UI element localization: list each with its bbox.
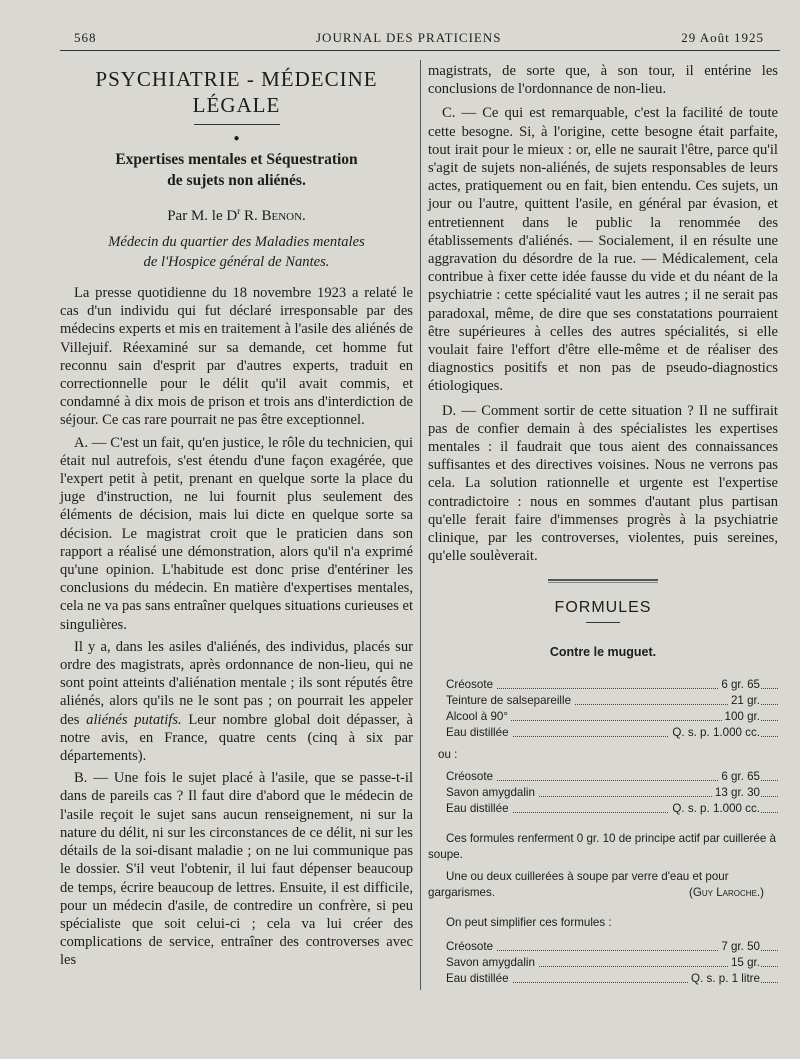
- paragraph-b-continued: magistrats, de sorte que, à son tour, il entérine les conclusions de l'ordonnance de non-lieu.: [428, 63, 778, 98]
- header-divider: [60, 50, 780, 51]
- ingredient-row: [428, 769, 778, 785]
- recipe-title: Contre le muguet.: [549, 644, 657, 659]
- byline: [60, 201, 413, 226]
- usage-text: Une ou deux cuillerées à soupe par verre d'eau et pour gargarismes.: [428, 869, 729, 899]
- affiliation-line1: Médecin du quartier des Maladies mentales: [108, 234, 365, 250]
- ingredient-row: [428, 677, 778, 693]
- article-title-line1: Expertises mentales et Séquestration: [115, 151, 358, 168]
- ingredient-name: Eau distillée: [446, 802, 512, 815]
- alternative-label: ou :: [438, 747, 458, 761]
- ingredient-qty: Q. s. p. 1 litre: [688, 971, 760, 987]
- ingredient-name: Eau distillée: [446, 972, 512, 985]
- byline-sup: r: [237, 206, 241, 216]
- usage-note: [428, 869, 778, 901]
- ingredient-row: [428, 725, 778, 741]
- ingredient-name: Alcool à 90°: [446, 710, 511, 723]
- ingredient-qty: 13 gr. 30: [712, 785, 760, 801]
- simplify-note: On peut simplifier ces formules :: [446, 915, 612, 929]
- ingredient-name: Créosote: [446, 770, 496, 783]
- ingredient-qty: 6 gr. 65: [718, 769, 760, 785]
- paragraph-c: C. — Ce qui est remarquable, c'est la facilité de toute cette besogne. Si, à l'origine, cette besogne était parfaite, tout irait pour le mieux : or, elle ne saurait l'être, parce qu'il s'agit de sujets non-aliénés, de sujets responsables de leurs actes, pratiquement ou en fait, bien entendu. Ces sujets, un jour ou l'autre, quittent l'asile, en général par évasion, et entretiennent dans le public la renommée des établissements d'aliénés. — Socialement, il en résulte une aggravation du désordre de la rue. — Médicalement, cela contribue à fixer cette idée fausse du vide et du néant de la psychiatrie : cette spécialité vaut les autres ; il ne serait pas paradoxal, même, de dire que ses constatations pourraient être supérieures à celles des autres spécialités, si elle voulait faire l'effort d'être elle-même et de réaliser des diagnostics positifs et non pas de pseudo-diagnostics étiologiques.: [428, 105, 778, 395]
- ingredient-name: Savon amygdalin: [446, 786, 538, 799]
- author-signature: (Guy Laroche.): [689, 885, 764, 899]
- formules-rule: [586, 622, 620, 623]
- journal-title: JOURNAL DES PRATICIENS: [316, 30, 502, 45]
- ingredient-qty: 100 gr.: [722, 709, 760, 725]
- paragraph-asiles: [60, 638, 413, 765]
- ingredient-row: [428, 785, 778, 801]
- paragraph-b: B. — Une fois le sujet placé à l'asile, que se passe-t-il dans de pareils cas ? Il faut dire d'abord que le médecin de l'asile reçoit le sujet sans aucun renseignement, ni sur la nature du délit, ni sur les circonstances de ce délit, ni sur les détails de la soi-disant maladie ; on ne lui communique pas le dossier. S'il veut l'obtenir, il lui faut dépenser beaucoup de temps, écrire beaucoup de lettres. Ensuite, il est difficile, pour un médecin d'asile, de contredire un confrère, si peu spécialiste que soit celui-ci ; cela va lui créer des complications de service, entraîner des controverses avec les: [60, 770, 413, 969]
- paragraph-d: D. — Comment sortir de cette situation ? Il ne suffirait pas de confier demain à des spécialistes les expertises mentales : il faudrait que tous aient des connaissances suffisantes et des directives voisines. Nous ne verrons pas cela. La solution rationnelle et urgente est l'expertise contradictoire : nous en sommes d'autant plus partisan qu'elle ferait faire d'immenses progrès à la psychiatrie clinique, par les controverses, violentes, puis sereines, qu'elle soulèverait.: [428, 402, 778, 565]
- ingredient-qty: Q. s. p. 1.000 cc.: [669, 801, 760, 817]
- ingredient-qty: 15 gr.: [728, 955, 760, 971]
- article-title-line2: de sujets non aliénés.: [167, 172, 306, 189]
- ingredient-row: [428, 955, 778, 971]
- section-rule: [194, 124, 280, 125]
- ingredient-qty: Q. s. p. 1.000 cc.: [669, 725, 760, 741]
- paragraph-intro: La presse quotidienne du 18 novembre 1923 a relaté le cas d'un individu qui fut déclaré irresponsable par des médecins experts et mis en traitement à l'asile des aliénés de Villejuif. Réexaminé sur sa demande, cet homme fut reconnu sain d'esprit par d'autres experts, traduit en correctionnelle pour le délit qu'il avait commis, et condamné à dix mois de prison et trois ans d'interdiction de séjour. Ce cas rare pourrait ne pas être exceptionnel.: [60, 285, 413, 429]
- paragraph-a: A. — C'est un fait, qu'en justice, le rôle du technicien, qui était nul autrefois, s'est étendu d'une façon exagérée, que l'expert petit à petit, prenant en quelque sorte la place du juge d'instruction, ne lui fournit plus seulement des éléments de décision, mais lui dicte en quelque sorte sa décision. Le magistrat croit que le praticien dans son rapport a réalisé une démonstration, alors qu'il n'a exprimé qu'une opinion. L'habitude est donc prise d'entériner les conclusions du médecin. En matière d'expertises mentales, cela ne va pas sans entraîner quelques situations curieuses et singulières.: [60, 434, 413, 633]
- decorative-rule: [548, 579, 658, 583]
- affiliation: [60, 232, 413, 272]
- page-number: 568: [74, 30, 97, 45]
- ingredient-name: Créosote: [446, 940, 496, 953]
- ingredient-row: [428, 939, 778, 955]
- ingredient-qty: 7 gr. 50: [718, 939, 760, 955]
- ingredient-qty: 6 gr. 65: [718, 677, 760, 693]
- section-title: PSYCHIATRIE - MÉDECINE LÉGALE: [95, 67, 378, 117]
- right-column: [428, 62, 778, 987]
- author-name: R. Benon.: [243, 208, 306, 224]
- ingredient-row: [428, 693, 778, 709]
- ingredient-qty: 21 gr.: [728, 693, 760, 709]
- ingredient-row: [428, 801, 778, 817]
- byline-prefix: Par M. le D: [167, 208, 238, 224]
- prescription-list-3: [428, 939, 778, 987]
- prescription-list-2: [428, 769, 778, 817]
- ingredient-name: Créosote: [446, 678, 496, 691]
- paragraph-asiles-start: Il y a, dans les asiles d'aliénés, des individus, placés sur ordre des magistrats, après ordonnance de non-lieu, qui ne sont point atteints d'aliénation mentale ; ils sont réputés être aliénés, alors qu'ils ne le sont pas ; on pourrait les appeler des: [60, 638, 413, 728]
- formules-title: FORMULES: [554, 599, 652, 617]
- column-divider: [420, 60, 421, 990]
- bullet-ornament: ●: [233, 133, 240, 144]
- dosage-note: Ces formules renferment 0 gr. 10 de principe actif par cuillerée à soupe.: [428, 831, 776, 861]
- prescriptions: [428, 677, 778, 987]
- left-column: [60, 62, 413, 970]
- prescription-list-1: [428, 677, 778, 741]
- ingredient-row: [428, 971, 778, 987]
- aliens-putatifs-term: aliénés putatifs.: [86, 711, 182, 728]
- paragraph-asiles-end: Leur nombre global doit dépasser, à notre avis, en France, quatre cents (cinq à six par départements).: [60, 711, 413, 765]
- ingredient-name: Savon amygdalin: [446, 956, 538, 969]
- ingredient-name: Eau distillée: [446, 726, 512, 739]
- ingredient-name: Teinture de salsepareille: [446, 694, 574, 707]
- page-header: [68, 30, 768, 50]
- ingredient-row: [428, 709, 778, 725]
- issue-date: 29 Août 1925: [681, 30, 764, 45]
- affiliation-line2: de l'Hospice général de Nantes.: [143, 254, 330, 270]
